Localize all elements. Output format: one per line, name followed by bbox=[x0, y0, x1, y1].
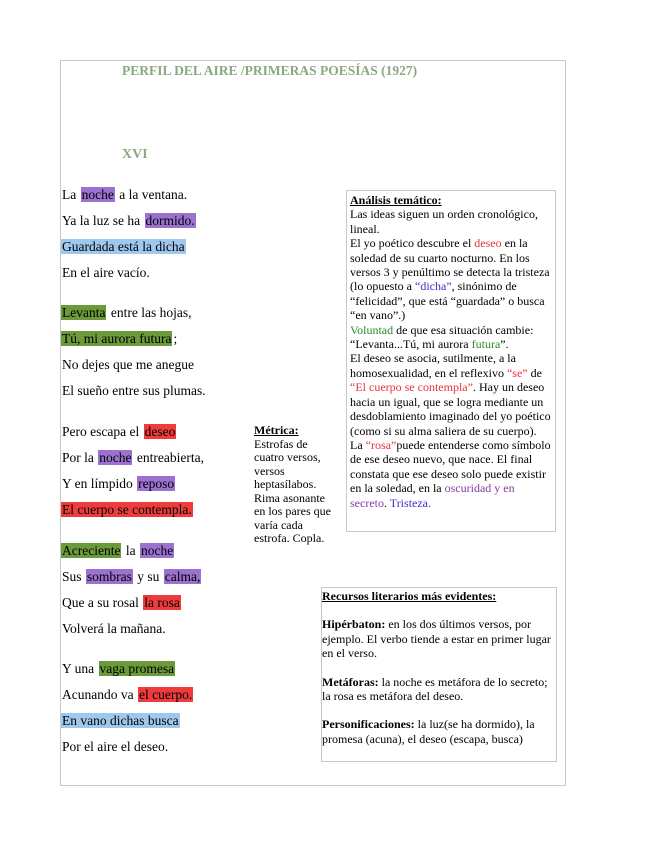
verse-text: la bbox=[122, 543, 139, 558]
verse-line bbox=[61, 186, 196, 212]
stanza-4 bbox=[61, 542, 201, 646]
verse-text: Por la bbox=[62, 450, 98, 465]
highlight-purple: noche bbox=[99, 450, 132, 465]
verse-text: Por el aire el deseo. bbox=[62, 739, 169, 754]
highlight-purple: calma, bbox=[164, 569, 201, 584]
verse-line bbox=[61, 449, 205, 475]
keyword-red: deseo bbox=[474, 236, 502, 251]
analisis-text: en la soledad de su cuarto nocturno. En los versos 3 y penúltimo se detecta la tristeza (lo opuesto a bbox=[350, 236, 550, 294]
analisis-paragraph bbox=[350, 236, 553, 322]
verse-text: a la ventana. bbox=[115, 187, 188, 202]
recurso-text: la luz(se ha dormido), la promesa (acuna), el deseo (escapa, busca) bbox=[322, 717, 535, 746]
verse-text: Volverá la mañana. bbox=[62, 621, 166, 636]
analisis-paragraph bbox=[350, 351, 553, 437]
verse-text: entreabierta, bbox=[133, 450, 204, 465]
analisis-text: de que esa situación cambie: “Levanta...Tú, mi aurora bbox=[350, 322, 534, 352]
verse-text: La bbox=[62, 187, 80, 202]
keyword-green: Voluntad bbox=[350, 322, 394, 337]
verse-line bbox=[61, 686, 193, 712]
verse-text: Sus bbox=[62, 569, 85, 584]
stanza-5 bbox=[61, 660, 193, 764]
recurso-label: Hipérbaton: bbox=[322, 617, 386, 632]
recurso-label: Metáforas: bbox=[322, 674, 379, 689]
verse-text: entre las hojas, bbox=[107, 305, 192, 320]
analisis-paragraph bbox=[350, 323, 553, 352]
analisis-paragraph: Las ideas siguen un orden cronológico, lineal. bbox=[350, 207, 538, 236]
highlight-blue: En vano dichas busca bbox=[62, 713, 179, 728]
highlight-purple: dormido. bbox=[145, 213, 195, 228]
recurso-hiperbaton bbox=[322, 617, 552, 660]
highlight-green: Levanta bbox=[62, 305, 106, 320]
highlight-green: Tú, mi aurora futura bbox=[62, 331, 172, 346]
verse-text: El sueño entre sus plumas. bbox=[62, 383, 206, 398]
analisis-text: El yo poético descubre el bbox=[350, 236, 475, 251]
keyword-purple: oscuridad y en secreto bbox=[350, 481, 515, 510]
stanza-1 bbox=[61, 186, 196, 290]
analisis-text: La bbox=[350, 437, 366, 452]
metrica-text: Estrofas de cuatro versos, versos heptasílabos. Rima asonante en los pares que varía cada estrofa. Copla. bbox=[254, 436, 331, 545]
recursos-title: Recursos literarios más evidentes: bbox=[322, 589, 497, 603]
highlight-red: deseo bbox=[144, 424, 176, 439]
verse-line bbox=[61, 330, 207, 356]
verse-line bbox=[61, 475, 205, 501]
analisis-text: El deseo se asocia, sutilmente, a la homosexualidad, en el reflexivo bbox=[350, 351, 516, 380]
highlight-purple: noche bbox=[140, 543, 174, 558]
metrica-title: Métrica: bbox=[254, 423, 299, 437]
highlight-red: la rosa bbox=[144, 595, 180, 610]
verse-text: ; bbox=[173, 331, 178, 346]
verse-text: No dejes que me anegue bbox=[62, 357, 194, 372]
verse-text: y su bbox=[133, 569, 163, 584]
highlight-red: El cuerpo se contempla. bbox=[62, 502, 192, 517]
verse-line bbox=[61, 382, 207, 408]
verse-line bbox=[61, 356, 207, 382]
verse-line bbox=[61, 568, 201, 594]
analisis-text: . Hay un deseo hacia un igual, que se logra mediante un desdoblamiento imaginado del yo poético (como si su alma saliera de su cuerpo). bbox=[350, 380, 551, 438]
poem-number: XVI bbox=[122, 147, 148, 162]
highlight-green: vaga promesa bbox=[99, 661, 175, 676]
recurso-text: la noche es metáfora de lo secreto; la rosa es metáfora del deseo. bbox=[322, 674, 548, 704]
recurso-text: en los dos últimos versos, por ejemplo. El verbo tiende a estar en primer lugar en el verso. bbox=[322, 617, 551, 661]
verse-line bbox=[61, 501, 205, 527]
analisis-box bbox=[346, 190, 556, 532]
recurso-personificaciones bbox=[322, 717, 552, 746]
analisis-text: de bbox=[527, 365, 542, 380]
verse-text: Acunando va bbox=[62, 687, 137, 702]
analisis-paragraph bbox=[350, 438, 553, 510]
recurso-label: Personificaciones: bbox=[322, 717, 415, 732]
verse-line bbox=[61, 212, 196, 238]
verse-text: En el aire vacío. bbox=[62, 265, 150, 280]
analisis-text: ”. bbox=[500, 337, 509, 352]
highlight-purple: sombras bbox=[86, 569, 132, 584]
verse-line bbox=[61, 712, 193, 738]
verse-line bbox=[61, 423, 205, 449]
highlight-red: el cuerpo. bbox=[138, 687, 193, 702]
page-title: PERFIL DEL AIRE /PRIMERAS POESÍAS (1927) bbox=[122, 63, 418, 78]
keyword-blue: Tristeza. bbox=[389, 495, 432, 510]
verse-text: Ya la luz se ha bbox=[62, 213, 144, 228]
verse-line bbox=[61, 660, 193, 686]
keyword-red: “El cuerpo se contempla” bbox=[350, 380, 473, 395]
verse-text: Pero escapa el bbox=[62, 424, 143, 439]
verse-text: Y una bbox=[62, 661, 98, 676]
recursos-box bbox=[321, 587, 557, 762]
verse-text: Que a su rosal bbox=[62, 595, 143, 610]
verse-line bbox=[61, 238, 196, 264]
highlight-purple: reposo bbox=[138, 476, 175, 491]
highlight-blue: Guardada está la dicha bbox=[62, 239, 185, 254]
analisis-text: puede entenderse como símbolo de ese deseo nuevo, que nace. El final constata que ese deseo solo puede existir en la soledad, en la bbox=[350, 437, 551, 496]
verse-text: Y en límpido bbox=[62, 476, 137, 491]
analisis-text: , sinónimo de “felicidad”, que está “guardada” o busca “en vano”.) bbox=[350, 279, 545, 323]
stanza-2 bbox=[61, 304, 207, 408]
keyword-blue: “dicha” bbox=[415, 279, 452, 294]
highlight-purple: noche bbox=[81, 187, 114, 202]
metrica-note bbox=[254, 424, 334, 546]
keyword-green: futura bbox=[471, 337, 501, 352]
analisis-title: Análisis temático: bbox=[350, 193, 442, 207]
verse-line bbox=[61, 594, 201, 620]
highlight-green: Acreciente bbox=[62, 543, 121, 558]
verse-line bbox=[61, 738, 193, 764]
verse-line bbox=[61, 620, 201, 646]
verse-line bbox=[61, 304, 207, 330]
verse-line bbox=[61, 264, 196, 290]
stanza-3 bbox=[61, 423, 205, 527]
keyword-red: “rosa” bbox=[365, 437, 397, 452]
recurso-metaforas bbox=[322, 675, 552, 704]
verse-line bbox=[61, 542, 201, 568]
analisis-text: . bbox=[383, 495, 390, 510]
keyword-red: “se” bbox=[506, 365, 528, 380]
